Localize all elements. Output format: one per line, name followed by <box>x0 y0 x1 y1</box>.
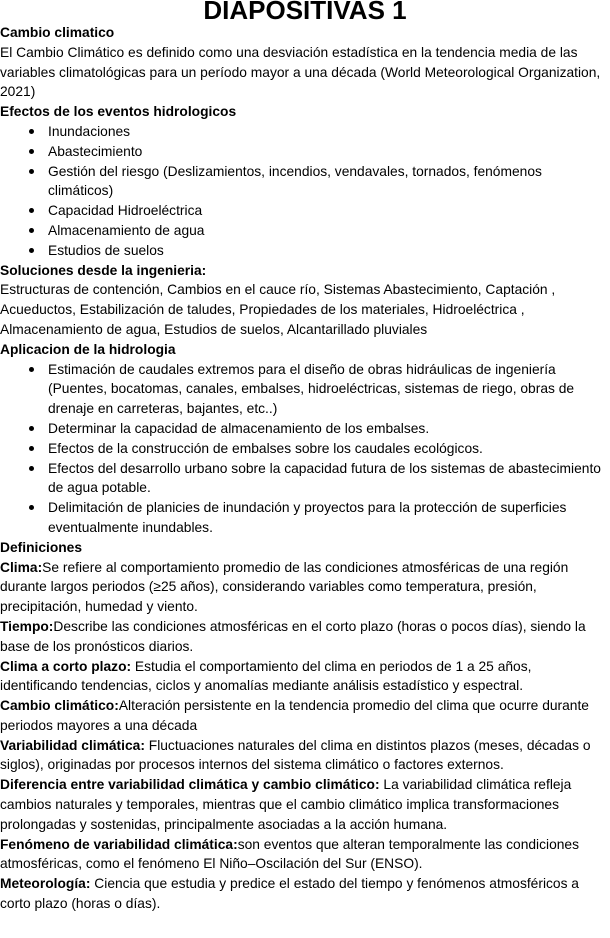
definition-term: Clima a corto plazo: <box>0 658 132 674</box>
document-body <box>0 23 610 914</box>
aplicacion-list <box>0 360 610 538</box>
definition-text: La variabilidad climática refleja cambios naturales y temporales, mientras que el cambio climático implica transformaciones prolongadas y sostenidas, principalmente asociadas a la acción humana. <box>0 777 572 832</box>
definition-clima-corto-plazo <box>0 657 610 697</box>
list-item: Efectos de la construcción de embalses sobre los caudales ecológicos. <box>48 439 610 459</box>
list-item: Capacidad Hidroeléctrica <box>48 201 610 221</box>
definition-term: Tiempo: <box>0 618 54 634</box>
list-item: Delimitación de planicies de inundación y proyectos para la protección de superficies eventualmente inundables. <box>48 498 610 538</box>
section-heading-definiciones: Definiciones <box>0 539 83 555</box>
section-heading-cambio: Cambio climatico <box>0 25 115 40</box>
list-item: Estimación de caudales extremos para el diseño de obras hidráulicas de ingeniería (Puentes, bocatomas, canales, embalses, hidroeléctricas, sistemas de riego, obras de drenaje en carreteras, bajantes, etc..) <box>48 360 610 419</box>
definition-cambio-climatico <box>0 696 610 736</box>
definition-text: Se refiere al comportamiento promedio de las condiciones atmosféricas de una región durante largos periodos (≥25 años), considerando variables como temperatura, presión, precipitación, humedad y viento. <box>0 559 569 615</box>
definition-tiempo <box>0 617 610 657</box>
definition-text: son eventos que alteran temporalmente las condiciones atmosféricas, como el fenómeno El Niño–Oscilación del Sur (ENSO). <box>0 836 579 872</box>
document-title: DIAPOSITIVAS 1 <box>203 0 407 25</box>
list-item: Abastecimiento <box>48 142 610 162</box>
soluciones-paragraph: Estructuras de contención, Cambios en el cauce río, Sistemas Abastecimiento, Captación , Acueductos, Estabilización de taludes, Propiedades de los materiales, Hidroeléctrica , Almacenamiento de agua, Estudios de suelos, Alcantarillado pluviales <box>0 282 556 337</box>
definition-text: Fluctuaciones naturales del clima en distintos plazos (meses, décadas o siglos), originadas por procesos internos del sistema climático o factores externos. <box>0 737 591 773</box>
definition-term: Variabilidad climática: <box>0 737 145 753</box>
definition-text: Ciencia que estudia y predice el estado del tiempo y fenómenos atmosféricos a corto plazo (horas o días). <box>0 876 579 912</box>
definition-term: Clima: <box>0 559 43 575</box>
cambio-paragraph: El Cambio Climático es definido como una desviación estadística en la tendencia media de las variables climatológicas para un período mayor a una década (World Meteorological Organization, 2021) <box>0 44 601 100</box>
definition-text: Alteración persistente en la tendencia promedio del clima que ocurre durante periodos mayores a una década <box>0 698 589 733</box>
definition-text: Describe las condiciones atmosféricas en el corto plazo (horas o pocos días), siendo la base de los pronósticos diarios. <box>0 618 586 654</box>
section-heading-aplicacion: Aplicacion de la hidrologia <box>0 341 176 357</box>
definition-term: Cambio climático: <box>0 698 119 714</box>
definition-variabilidad <box>0 736 610 776</box>
list-item: Almacenamiento de agua <box>48 221 610 241</box>
list-item: Estudios de suelos <box>48 241 610 261</box>
definition-fenomeno <box>0 835 610 875</box>
definition-term: Fenómeno de variabilidad climática: <box>0 836 238 852</box>
list-item: Inundaciones <box>48 122 610 142</box>
section-heading-soluciones: Soluciones desde la ingenieria: <box>0 262 207 278</box>
section-heading-efectos: Efectos de los eventos hidrologicos <box>0 104 237 120</box>
definition-diferencia <box>0 775 610 834</box>
list-item: Efectos del desarrollo urbano sobre la capacidad futura de los sistemas de abastecimiento de agua potable. <box>48 459 610 499</box>
definition-term: Meteorología: <box>0 876 91 892</box>
definition-term: Diferencia entre variabilidad climática y cambio climático: <box>0 777 380 793</box>
list-item: Determinar la capacidad de almacenamiento de los embalses. <box>48 419 610 439</box>
list-item: Gestión del riesgo (Deslizamientos, incendios, vendavales, tornados, fenómenos climáticos) <box>48 162 610 202</box>
definition-meteorologia <box>0 874 610 914</box>
efectos-list <box>0 122 610 261</box>
definition-text: Estudia el comportamiento del clima en periodos de 1 a 25 años, identificando tendencias, ciclos y anomalías mediante análisis estadístico y espectral. <box>0 658 532 694</box>
definition-clima <box>0 558 610 617</box>
